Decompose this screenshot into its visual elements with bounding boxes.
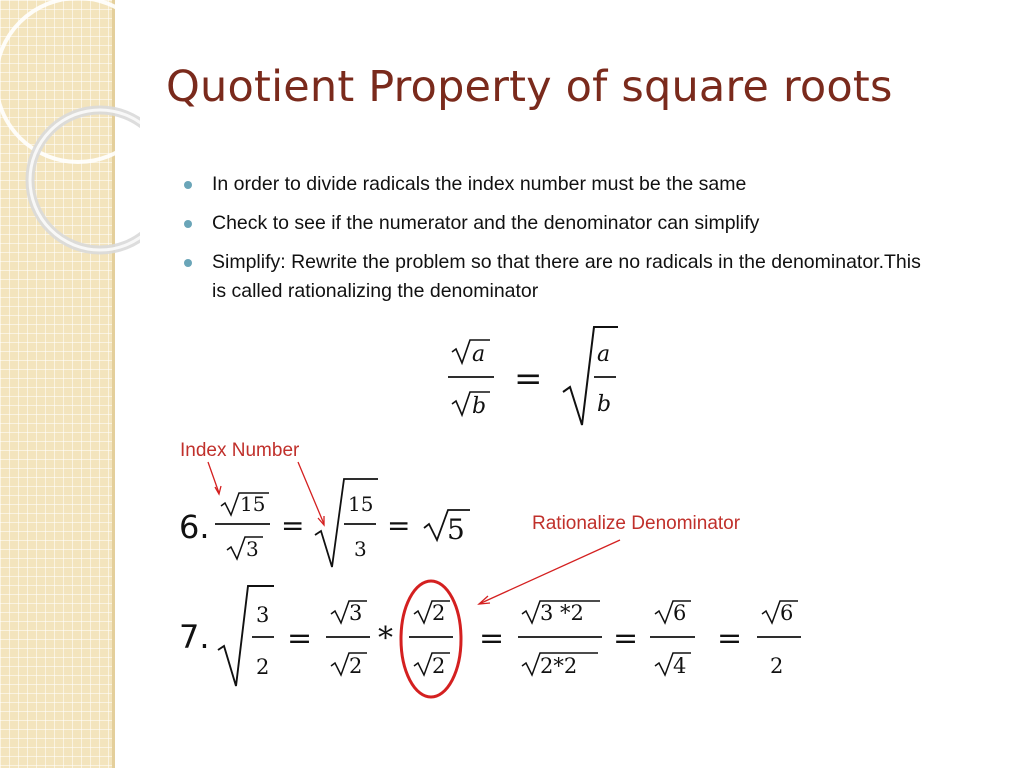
p7-step3-numerator: 2 [432, 601, 446, 625]
problem-6 [215, 479, 470, 567]
bullet-text: In order to divide radicals the index number must be the same [212, 173, 747, 195]
index-number-label: Index Number [180, 440, 300, 461]
p7-step1-denominator: 2 [256, 655, 270, 679]
slide-title: Quotient Property of square roots [166, 62, 893, 112]
p6-frac2-numerator: 15 [348, 492, 374, 516]
problem-6-number: 6. [179, 508, 210, 546]
highlight-circle [401, 581, 461, 697]
bullet-text: Simplify: Rewrite the problem so that there are no radicals in the denominator.This is called rationalizing the denominator [212, 251, 921, 302]
p7-multiply-sign: * [378, 621, 393, 656]
p6-result: 5 [447, 513, 465, 546]
p7-step1-numerator: 3 [256, 603, 270, 627]
p7-equals-3: = [613, 621, 639, 656]
p6-frac2-denominator: 3 [354, 537, 367, 561]
p7-step4-numerator: 3 *2 [540, 601, 584, 625]
rule-numerator: a [472, 342, 486, 367]
p6-frac1-numerator: 15 [240, 492, 266, 516]
rationalize-label: Rationalize Denominator [532, 513, 741, 534]
rule-equals: = [514, 359, 543, 399]
problem-7-number: 7. [179, 618, 210, 656]
p7-equals-2: = [479, 621, 505, 656]
p7-step6-denominator: 2 [770, 654, 784, 678]
rule-inner-denominator: b [597, 392, 612, 417]
arrow-rationalize [479, 540, 620, 604]
arrow-index-1 [208, 462, 219, 493]
bullet-text: Check to see if the numerator and the denominator can simplify [212, 212, 760, 234]
p7-step2-denominator: 2 [349, 654, 363, 678]
p7-step5-denominator: 4 [673, 654, 687, 678]
rule-denominator: b [472, 394, 487, 419]
problem-7 [218, 581, 801, 697]
rule-inner-numerator: a [597, 342, 611, 367]
p7-step5-numerator: 6 [673, 601, 687, 625]
p7-step3-denominator: 2 [432, 654, 446, 678]
p7-equals-1: = [287, 621, 313, 656]
p6-equals-2: = [387, 509, 411, 542]
p7-step2-numerator: 3 [349, 601, 363, 625]
p7-step6-numerator: 6 [780, 601, 794, 625]
p6-frac1-denominator: 3 [246, 537, 259, 561]
p7-equals-4: = [717, 621, 743, 656]
p7-step4-denominator: 2*2 [540, 654, 578, 678]
quotient-rule [448, 327, 618, 425]
p6-equals-1: = [281, 509, 305, 542]
